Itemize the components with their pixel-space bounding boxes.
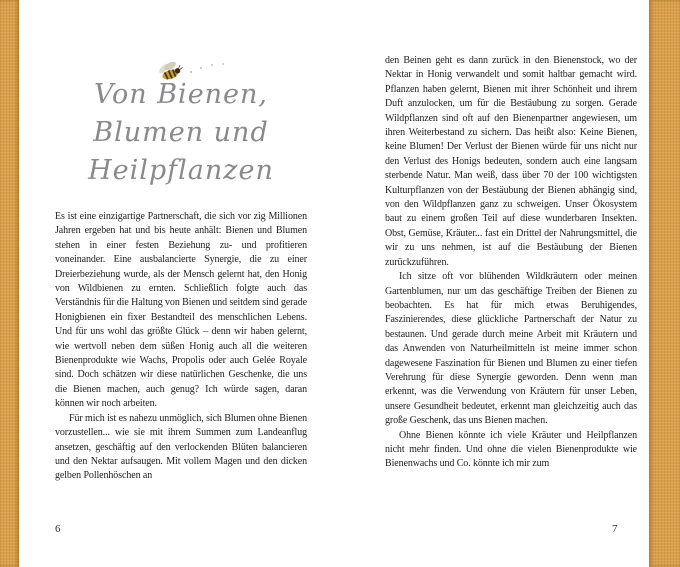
page-number-left: 6 [55,523,61,535]
paragraph: Ohne Bienen könnte ich viele Kräuter und Heilpflanzen nicht mehr finden. Und ohne die vielen Bienenprodukte wie Bienenwachs und Co. könnte ich mir zum [385,429,637,470]
paragraph: Ich sitze oft vor blühenden Wildkräutern oder meinen Gartenblumen, nur um das geschäftige Treiben der Bienen zu beobachten. Es hat für mich etwas Beruhigendes, Faszinierendes, diese glückliche Partnerschaft der Natur zu bestaunen. Und gerade durch meine Arbeit mit Kräutern und das Anwenden von Naturheilmitteln ist meine immer schon dagewesene Faszination für Bienen und Blumen zu einer tiefen Verehrung für diese Synergie geworden. Denn wenn man erkennt, was die Verwendung von Kräutern für unser Leben, unsere Gesundheit bedeutet, erkennt man gleichzeitig auch das große Geschenk, das uns Bienen machen. [385,271,637,427]
book-cover-right-edge [649,0,680,567]
chapter-title-line-2: Blumen und [93,117,269,148]
page-left [55,0,307,484]
paragraph: den Beinen geht es dann zurück in den Bienenstock, wo der Nektar in Honig verwandelt und somit haltbar gemacht wird. Pflanzen haben gelernt, Bienen mit ihrer Schönheit und ihrem Duft anzulocken, um für die Bestäubung zu sorgen. Gerade Wildpflanzen sind oft auf den Bienenpartner angewiesen, um ihren Weiterbestand zu sichern. Das heißt also: Keine Bienen, keine Blumen! Der Verlust der Bienen würde für uns nicht nur den Verlust des Honigs bedeuten, sondern auch eine langsam sterbende Natur. Man weiß, dass über 70 der 100 wichtigsten Kulturpflanzen von der Bestäubung der Bienen abhängig sind, von den Wildpflanzen ganz zu schweigen. Unser Ökosystem baut zu einem großen Teil auf diese wunderbaren Insekten. Obst, Gemüse, Kräuter... fast ein Drittel der Nahrungsmittel, die wir zu uns nehmen, ist auf die Bestäubung der Bienen zurückzuführen. [385,55,637,268]
chapter-title-line-1: Von Bienen, [93,79,269,110]
paragraph: Für mich ist es nahezu unmöglich, sich Blumen ohne Bienen vorzustellen... wie sie mit ihrem Summen zum Landeanflug ansetzen, geschäftig auf den verlockenden Blüten balancieren und den Nektar aufsaugen. Mit vollem Magen und den dicken gelben Pollenhöschen an [55,412,307,482]
paragraph: Es ist eine einzigartige Partnerschaft, die sich vor zig Millionen Jahren ergeben hat und bis heute anhält: Bienen und Blumen stehen in einer festen Beziehung zu- und profitieren voneinander. Eine ausbalancierte Synergie, die zu einer Dreierbeziehung wurde, als der Mensch gelernt hat, den Honig von Wildbienen zu ernten. Schließlich folgte auch das Verständnis für die Haltung von Bienen und seitdem sind gerade Honigbienen ein fixer Bestandteil des menschlichen Lebens. Und für uns wohl das größte Glück – denn wir haben gelernt, wie wertvoll neben dem süßen Honig auch all die weiteren Bienenprodukte wie Wachs, Propolis oder auch Gelée Royale sind. Doch schätzen wir diese natürlichen Geschenke, die uns die Bienen machen, auch genug? Ich würde sagen, daran können wir noch arbeiten. [55,211,307,410]
bee-icon [153,60,187,84]
book-cover-left-edge [0,0,19,567]
bee-flight-trail [187,62,227,76]
page-number-right: 7 [612,523,618,535]
chapter-title [55,76,307,190]
page-right [385,54,637,472]
chapter-title-line-3: Heilpflanzen [88,155,274,186]
